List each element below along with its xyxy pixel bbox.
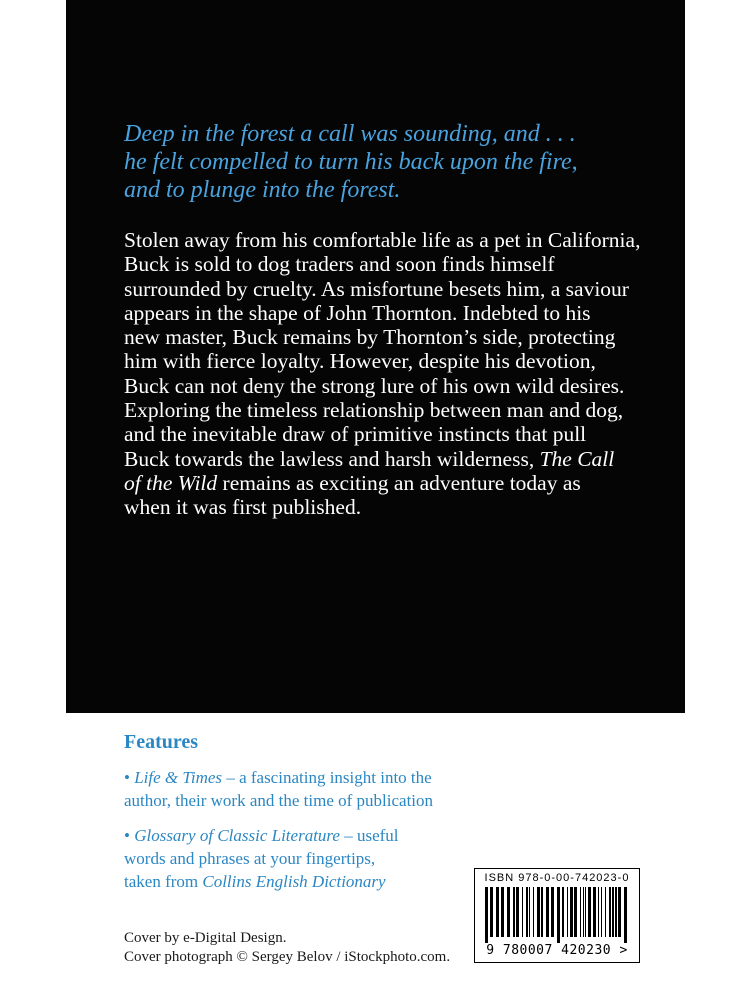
feature-title: Life & Times	[134, 768, 223, 787]
blurb-line: new master, Buck remains by Thornton’s side, protecting	[124, 325, 616, 350]
blurb-line	[124, 471, 664, 495]
blurb-line: surrounded by cruelty. As misfortune besets him, a saviour	[124, 276, 629, 301]
feature-text: taken from	[124, 872, 203, 891]
features-heading: Features	[124, 731, 199, 753]
blurb-text: Buck towards the lawless and harsh wilderness,	[124, 446, 540, 471]
quote-line: and to plunge into the forest.	[124, 177, 401, 203]
pull-quote	[124, 120, 644, 204]
blurb-line: Stolen away from his comfortable life as a pet in California,	[124, 228, 641, 252]
blurb-line: when it was first published.	[124, 495, 362, 520]
blurb-line: Buck is sold to dog traders and soon finds himself	[124, 252, 555, 277]
blurb-text: remains as exciting an adventure today as	[217, 470, 581, 495]
blurb-line: him with fierce loyalty. However, despite his devotion,	[124, 349, 596, 374]
cover-credits	[124, 929, 450, 967]
dictionary-title: Collins English Dictionary	[202, 872, 386, 891]
feature-line	[124, 824, 504, 847]
quote-line: he felt compelled to turn his back upon the fire,	[124, 149, 578, 175]
feature-line	[124, 766, 504, 789]
feature-item-life-times	[124, 766, 504, 812]
feature-text: – a fascinating insight into the	[222, 768, 432, 787]
feature-line	[124, 870, 504, 893]
blurb-line: appears in the shape of John Thornton. Indebted to his	[124, 300, 591, 325]
credit-line: Cover by e-Digital Design.	[124, 930, 287, 946]
barcode-digits: 9 780007 420230 >	[486, 943, 628, 958]
blurb-line: and the inevitable draw of primitive instincts that pull	[124, 422, 587, 447]
feature-item-glossary	[124, 824, 504, 893]
feature-line: author, their work and the time of publication	[124, 791, 434, 810]
book-blurb	[124, 228, 664, 520]
feature-line: words and phrases at your fingertips,	[124, 849, 376, 868]
bullet: •	[124, 826, 135, 845]
blurb-line: Buck can not deny the strong lure of his own wild desires.	[124, 373, 625, 398]
blurb-line	[124, 447, 664, 471]
isbn-barcode	[474, 868, 640, 963]
feature-title: Glossary of Classic Literature	[134, 826, 340, 845]
isbn-label: ISBN 978-0-00-742023-0	[484, 872, 630, 884]
feature-text: – useful	[339, 826, 399, 845]
book-title-text: of the Wild	[124, 470, 218, 495]
barcode-icon	[481, 887, 633, 943]
book-title-text: The Call	[539, 446, 615, 471]
credit-line: Cover photograph © Sergey Belov / iStockphoto.com.	[124, 949, 451, 965]
blurb-line: Exploring the timeless relationship between man and dog,	[124, 398, 624, 423]
bullet: •	[124, 768, 135, 787]
quote-line: Deep in the forest a call was sounding, and . . .	[124, 121, 576, 147]
